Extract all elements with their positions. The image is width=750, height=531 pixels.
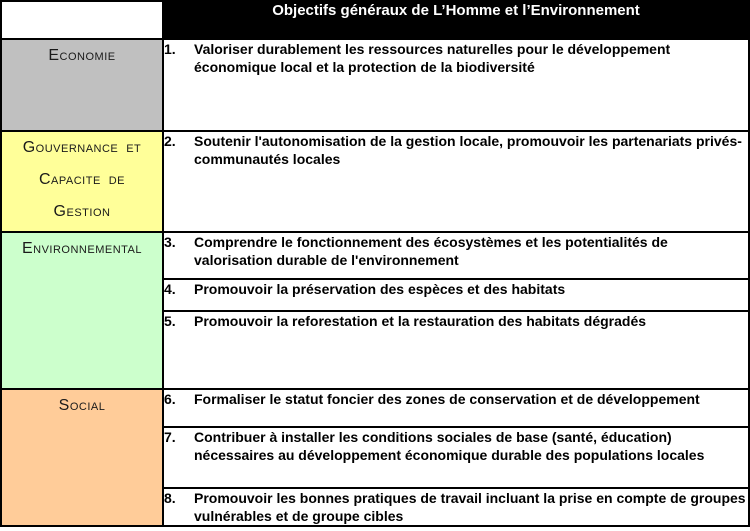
objective-text-1: Valoriser durablement les ressources naturelles pour le développement économique local et la protection de la biodiversité [194, 41, 671, 76]
objective-cell-5 [163, 311, 749, 389]
objective-cell-7 [163, 427, 749, 488]
objective-number-5: 5. [164, 313, 176, 329]
objective-number-1: 1. [164, 41, 176, 57]
row-objective-6 [1, 389, 749, 427]
section-cell-social [1, 389, 163, 526]
corner-cell [1, 1, 163, 39]
row-objective-1 [1, 39, 749, 131]
objective-cell-1 [163, 39, 749, 131]
objective-text-6: Formaliser le statut foncier des zones de conservation et de développement [194, 391, 700, 407]
section-label-gouvernance-line-1: Gouvernance et [22, 139, 142, 156]
table-title: Objectifs généraux de L’Homme et l’Environnement [163, 1, 749, 39]
objective-cell-8 [163, 488, 749, 526]
section-cell-gouvernance [1, 131, 163, 232]
objective-number-8: 8. [164, 490, 176, 506]
objective-number-4: 4. [164, 281, 176, 297]
objective-text-5: Promouvoir la reforestation et la restauration des habitats dégradés [194, 313, 647, 329]
objective-cell-4 [163, 279, 749, 311]
section-label-economie: Economie [48, 47, 116, 64]
objective-number-3: 3. [164, 234, 176, 250]
objective-number-7: 7. [164, 429, 176, 445]
section-label-gouvernance-line-2: Capacite de [38, 171, 126, 188]
header-row [1, 1, 749, 39]
objective-text-8: Promouvoir les bonnes pratiques de travail incluant la prise en compte de groupes vulnérables et de groupe cibles [194, 490, 746, 525]
section-cell-economie [1, 39, 163, 131]
objective-cell-3 [163, 232, 749, 279]
section-label-environnemental: Environnemental [21, 240, 143, 257]
section-label-social: Social [58, 397, 106, 414]
objective-text-4: Promouvoir la préservation des espèces et des habitats [194, 281, 566, 297]
objective-text-2: Soutenir l'autonomisation de la gestion locale, promouvoir les partenariats privés-communautés locales [194, 133, 742, 168]
row-objective-2 [1, 131, 749, 232]
objective-number-6: 6. [164, 391, 176, 407]
section-label-gouvernance-line-3: Gestion [53, 203, 111, 220]
row-objective-3 [1, 232, 749, 279]
objective-cell-6 [163, 389, 749, 427]
objective-number-2: 2. [164, 133, 176, 149]
objective-cell-2 [163, 131, 749, 232]
section-cell-environnemental [1, 232, 163, 389]
objective-text-7: Contribuer à installer les conditions sociales de base (santé, éducation) nécessaires au développement économique durable des populations locales [194, 429, 705, 464]
objective-text-3: Comprendre le fonctionnement des écosystèmes et les potentialités de valorisation durable de l'environnement [194, 234, 668, 269]
